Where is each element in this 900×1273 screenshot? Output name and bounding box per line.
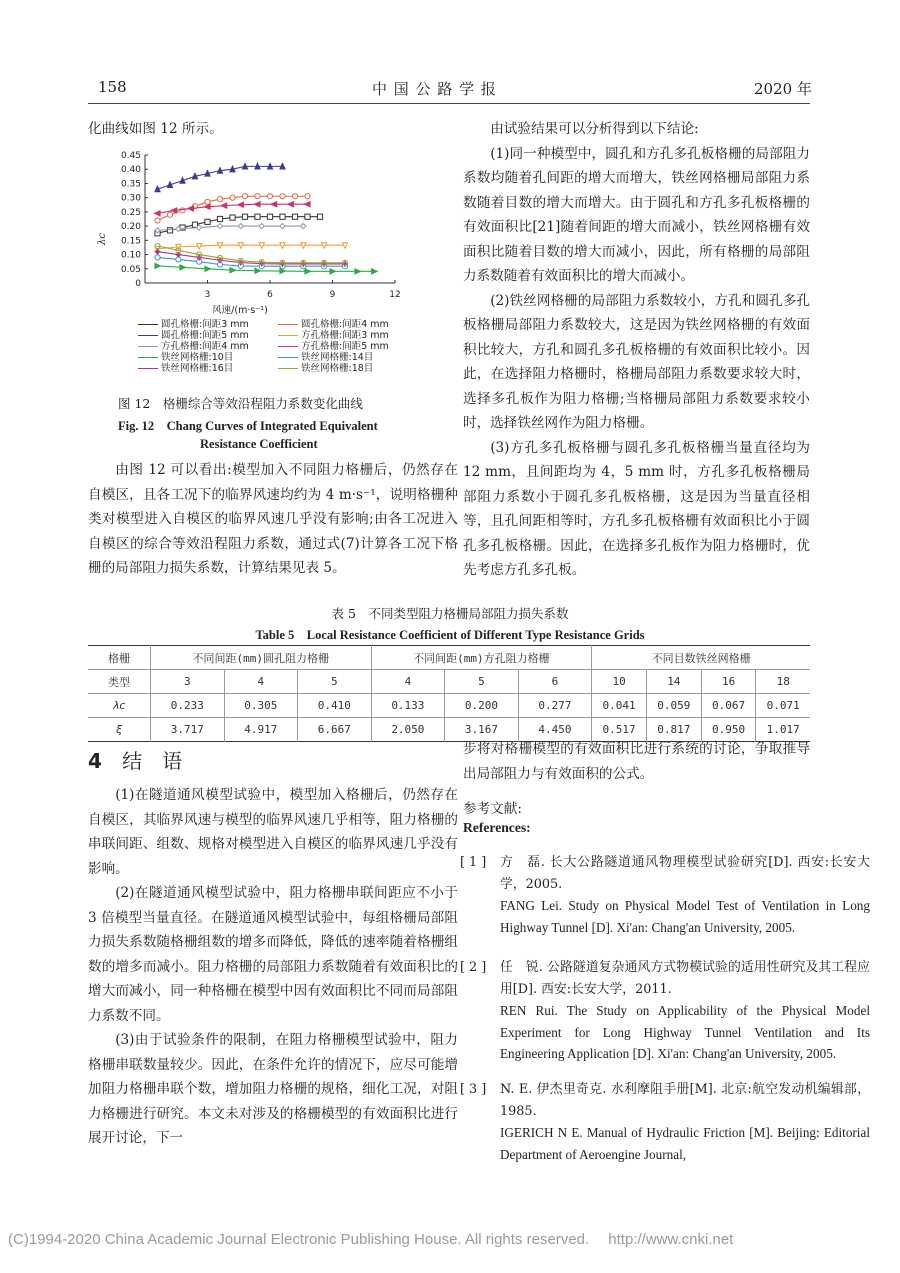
data-point bbox=[155, 218, 160, 223]
data-point bbox=[242, 194, 247, 199]
data-point bbox=[205, 266, 211, 271]
data-point bbox=[304, 202, 310, 207]
legend-swatch bbox=[278, 368, 298, 369]
data-point bbox=[155, 263, 161, 268]
summary-point-3: (3)由于试验条件的限制，在阻力格栅模型试验中，阻力格栅串联数量较少。因此，在条件允许的情况下，应尽可能增加阻力格栅串联个数，增加阻力格栅的规格，细化工况，对阻力格栅进行研究。本文未对涉及的格栅模型的有效面积比进行展开讨论，下一 bbox=[88, 1032, 458, 1146]
table-cell: 4 bbox=[371, 670, 445, 694]
table-title-en: Table 5 Local Resistance Coefficient of Different Type Resistance Grids bbox=[255, 628, 645, 642]
data-point bbox=[230, 195, 235, 200]
legend-swatch bbox=[138, 357, 158, 358]
header-rule bbox=[88, 103, 810, 104]
data-point bbox=[259, 243, 264, 249]
summary-point-2: (2)在隧道通风模型试验中，阻力格栅串联间距应不小于 3 倍模型当量直径。在隧道通风模型试验中，每组格栅局部阻力损失系数随格栅组数的增多而降低，降低的速率随着格栅组数的增多而减小。阻力格栅的局部阻力系数随着有效面积比的增大而减小，同一种格栅在模型中因有效面积比不同而局部阻力系数不同。 bbox=[88, 885, 458, 1024]
y-axis-label: λc bbox=[97, 233, 108, 245]
table-cell: 4.450 bbox=[518, 718, 592, 742]
legend-swatch bbox=[138, 335, 158, 336]
table-5 bbox=[88, 645, 810, 742]
references-title-cn: 参考文献: bbox=[463, 801, 522, 817]
table-title-cn: 表 5 不同类型阻力格栅局部阻力损失系数 bbox=[331, 606, 569, 621]
data-point bbox=[267, 194, 272, 199]
data-point bbox=[372, 269, 378, 274]
data-point bbox=[280, 163, 285, 169]
table-cell: 0.233 bbox=[151, 694, 225, 718]
reference-number: [ 2 ] bbox=[460, 960, 487, 975]
reference-cn: 方 磊. 长大公路隧道通风物理模型试验研究[D]. 西安:长安大学，2005. bbox=[500, 855, 870, 892]
data-point bbox=[217, 196, 222, 201]
data-point bbox=[305, 269, 311, 274]
data-point bbox=[280, 214, 285, 219]
table-cell: 0.277 bbox=[518, 694, 592, 718]
legend-label: 方孔格栅:间距4 mm bbox=[161, 341, 249, 352]
data-point bbox=[230, 166, 235, 172]
y-tick-label: 0.05 bbox=[120, 264, 141, 275]
section-number: 4 bbox=[88, 749, 102, 773]
section-title: 结 语 bbox=[122, 749, 183, 773]
conclusion-point-3: (3)方孔多孔板格栅与圆孔多孔板格栅当量直径均为 12 mm，且间距均为 4，5 mm 时，方孔多孔板格栅局部阻力系数小于圆孔多孔板格栅，这是因为当量直径相等，且孔间距相等时，方孔多孔板格栅有效面积比小于圆孔多孔板格栅。因此，在选择多孔板作为阻力格栅时，优先考虑方孔多孔板。 bbox=[463, 439, 810, 578]
reference-en: IGERICH N E. Manual of Hydraulic Friction [M]. Beijing: Editorial Department of Aeroengine Journal, bbox=[500, 1125, 870, 1162]
data-point bbox=[342, 243, 347, 249]
legend-swatch bbox=[278, 335, 298, 336]
page-number: 158 bbox=[98, 78, 127, 96]
conclusion-intro: 由试验结果可以分析得到以下结论: bbox=[490, 121, 699, 137]
data-point bbox=[188, 206, 194, 211]
y-tick-label: 0.20 bbox=[120, 222, 141, 233]
legend-swatch bbox=[278, 357, 298, 358]
data-point bbox=[171, 208, 177, 213]
data-point bbox=[155, 249, 160, 254]
legend-label: 方孔格栅:间距3 mm bbox=[301, 330, 389, 341]
legend-swatch bbox=[138, 346, 158, 347]
data-point bbox=[230, 215, 235, 220]
table-group-square: 不同间距(mm)方孔阻力格栅 bbox=[371, 646, 592, 670]
data-point bbox=[330, 269, 336, 274]
data-point bbox=[317, 214, 322, 219]
issue-year: 2020 年 bbox=[754, 80, 812, 98]
table-cell: 0.041 bbox=[592, 694, 647, 718]
data-point bbox=[301, 224, 306, 229]
y-tick-label: 0.30 bbox=[120, 193, 141, 204]
legend-label: 方孔格栅:间距5 mm bbox=[301, 341, 389, 352]
data-point bbox=[204, 204, 210, 209]
section-heading bbox=[88, 745, 182, 774]
data-point bbox=[197, 243, 202, 249]
y-tick-label: 0.40 bbox=[120, 165, 141, 176]
table-cell: 3 bbox=[151, 670, 225, 694]
legend-label: 圆孔格栅:间距4 mm bbox=[301, 319, 389, 330]
data-point bbox=[180, 265, 186, 270]
table-cell: 10 bbox=[592, 670, 647, 694]
conclusion-continuation: 步将对格栅模型的有效面积比进行系统的讨论，争取推导出局部阻力与有效面积的公式。 bbox=[463, 741, 810, 782]
data-point bbox=[242, 163, 247, 169]
table-cell: 4 bbox=[224, 670, 298, 694]
legend-label: 圆孔格栅:间距5 mm bbox=[161, 330, 249, 341]
legend-label: 铁丝网格栅:16目 bbox=[161, 363, 234, 374]
table-cell: 3.717 bbox=[151, 718, 225, 742]
table-cell: 6.667 bbox=[298, 718, 372, 742]
table-group-wire: 不同目数铁丝网格栅 bbox=[651, 651, 751, 665]
y-tick-label: 0.25 bbox=[120, 207, 141, 218]
table-cell: 14 bbox=[646, 670, 701, 694]
table-cell: 2.050 bbox=[371, 718, 445, 742]
x-tick-label: 6 bbox=[267, 290, 273, 300]
data-point bbox=[192, 173, 197, 179]
data-point bbox=[280, 243, 285, 249]
legend-swatch bbox=[138, 324, 158, 325]
figure-caption-en-1: Fig. 12 Chang Curves of Integrated Equivalent bbox=[118, 419, 378, 433]
x-tick-label: 9 bbox=[329, 290, 336, 300]
data-point bbox=[205, 199, 210, 204]
table-cell: 4.917 bbox=[224, 718, 298, 742]
data-point bbox=[292, 194, 297, 199]
reference-number: [ 3 ] bbox=[460, 1082, 487, 1097]
data-point bbox=[167, 212, 172, 217]
legend-swatch bbox=[278, 346, 298, 347]
data-point bbox=[255, 268, 261, 273]
legend-swatch bbox=[278, 324, 298, 325]
right-column-conclusions bbox=[463, 117, 810, 583]
y-tick-label: 0 bbox=[135, 279, 141, 289]
reference-item-3 bbox=[460, 1079, 872, 1169]
table-header-type: 类型 bbox=[88, 670, 151, 694]
y-tick-label: 0.45 bbox=[120, 151, 141, 161]
data-point bbox=[205, 219, 210, 224]
data-point bbox=[267, 163, 272, 169]
data-point bbox=[167, 228, 172, 233]
data-point bbox=[254, 202, 260, 207]
conclusion-body bbox=[88, 783, 458, 1151]
conclusion-point-1: (1)同一种模型中，圆孔和方孔多孔板格栅的局部阻力系数均随着孔间距的增大而增大，铁丝网格栅局部阻力系数随着目数的增大而增大。由于圆孔和方孔多孔板格栅的有效面积比[21]随着间距的增大而减小，铁丝网格栅有效面积比随着目数的增大而减小，因此，所有格栅的局部阻力系数随着有效面积比的增大而减小。 bbox=[463, 145, 810, 284]
data-point bbox=[267, 214, 272, 219]
reference-en: FANG Lei. Study on Physical Model Test of Ventilation in Long Highway Tunnel [D]. Xi'an: Chang'an University, 2005. bbox=[500, 898, 870, 935]
data-point bbox=[305, 214, 310, 219]
table-cell: 0.817 bbox=[646, 718, 701, 742]
data-point bbox=[217, 243, 222, 249]
table-header-grid: 格栅 bbox=[88, 646, 151, 670]
reference-item-2 bbox=[460, 957, 872, 1087]
table-cell: 0.517 bbox=[592, 718, 647, 742]
series-line bbox=[158, 245, 346, 249]
table-cell: 16 bbox=[701, 670, 756, 694]
data-point bbox=[288, 202, 294, 207]
x-tick-label: 3 bbox=[204, 290, 211, 300]
legend-label: 铁丝网格栅:14目 bbox=[301, 352, 374, 363]
figure-caption-cn: 图 12 格栅综合等效沿程阻力系数变化曲线 bbox=[118, 396, 363, 411]
table-cell: 5 bbox=[298, 670, 372, 694]
legend-swatch bbox=[138, 368, 158, 369]
y-tick-label: 0.15 bbox=[120, 236, 141, 247]
data-point bbox=[217, 168, 222, 174]
reference-cn: N. E. 伊杰里奇克. 水利摩阻手册[M]. 北京:航空发动机编辑部，1985. bbox=[500, 1082, 870, 1119]
table-cell: 0.200 bbox=[445, 694, 519, 718]
legend-label: 圆孔格栅:间距3 mm bbox=[161, 319, 249, 330]
data-point bbox=[180, 178, 185, 184]
table-cell: 0.305 bbox=[224, 694, 298, 718]
data-point bbox=[238, 243, 243, 249]
data-point bbox=[180, 208, 185, 213]
reference-item-1 bbox=[460, 852, 872, 960]
data-point bbox=[155, 186, 160, 192]
journal-title: 中 国 公 路 学 报 bbox=[372, 80, 497, 98]
data-point bbox=[221, 203, 227, 208]
summary-point-1: (1)在隧道通风模型试验中，模型加入格栅后，仍然存在自模区，其临界风速与模型的临界风速几乎相等，阻力格栅的串联间距、组数、规格对模型进入自模区的临界风速几乎没有影响。 bbox=[88, 787, 458, 877]
data-point bbox=[322, 243, 327, 249]
data-point bbox=[217, 224, 222, 229]
references-title-en: References: bbox=[463, 820, 531, 835]
y-tick-label: 0.10 bbox=[120, 250, 141, 261]
figure-caption-en-2: Resistance Coefficient bbox=[200, 437, 318, 451]
data-point bbox=[280, 194, 285, 199]
table-row-label: ξ bbox=[88, 718, 151, 742]
conclusion-point-2: (2)铁丝网格栅的局部阻力系数较小，方孔和圆孔多孔板格栅局部阻力系数较大，这是因为铁丝网格栅的有效面积比较大，方孔和圆孔多孔板格栅的有效面积比较小。因此，在选择阻力格栅时，格栅局部阻力系数要求较大时，选择多孔板作为阻力格栅;当格栅局部阻力系数要求较小时，选择铁丝网作为阻力格栅。 bbox=[463, 292, 810, 431]
data-point bbox=[301, 243, 306, 249]
data-point bbox=[230, 268, 236, 273]
table-cell: 6 bbox=[518, 670, 592, 694]
table-row bbox=[88, 670, 810, 694]
table-cell: 0.067 bbox=[701, 694, 756, 718]
copyright-footer: (C)1994-2020 China Academic Journal Electronic Publishing House. All rights reserved. http://www.cnki.net bbox=[8, 1231, 734, 1248]
legend-label: 铁丝网格栅:18目 bbox=[301, 363, 374, 374]
table-cell: 0.133 bbox=[371, 694, 445, 718]
table-cell: 18 bbox=[776, 675, 790, 688]
data-point bbox=[305, 194, 310, 199]
series-line bbox=[158, 252, 346, 264]
data-point bbox=[192, 222, 197, 227]
data-point bbox=[255, 194, 260, 199]
figure-discussion-paragraph: 由图 12 可以看出:模型加入不同阻力格栅后，仍然存在自模区，且各工况下的临界风速均约为 4 m·s⁻¹，说明格栅种类对模型进入自模区的临界风速几乎没有影响;由各工况进入自模区的综合等效沿程阻力系数，通过式(7)计算各工况下格栅的局部阻力损失系数，计算结果见表 5。 bbox=[88, 462, 458, 576]
data-point bbox=[155, 255, 160, 260]
table-cell: 3.167 bbox=[445, 718, 519, 742]
data-point bbox=[238, 224, 243, 229]
data-point bbox=[271, 202, 277, 207]
legend-item bbox=[138, 360, 233, 374]
reference-cn: 任 锐. 公路隧道复杂通风方式物模试验的适用性研究及其工程应用[D]. 西安:长安大学，2011. bbox=[500, 960, 870, 997]
data-point bbox=[167, 182, 172, 188]
data-point bbox=[205, 170, 210, 176]
legend-label: 铁丝网格栅:10目 bbox=[161, 352, 234, 363]
table-cell: 5 bbox=[445, 670, 519, 694]
table-cell: 0.059 bbox=[646, 694, 701, 718]
table-cell: 0.950 bbox=[701, 718, 756, 742]
data-point bbox=[255, 163, 260, 169]
legend-item bbox=[278, 360, 373, 374]
data-point bbox=[154, 211, 160, 216]
table-cell: 0.071 bbox=[766, 699, 800, 712]
table-row bbox=[88, 694, 810, 718]
table-row-label: λc bbox=[88, 694, 151, 718]
x-axis-label: 风速/(m·s⁻¹) bbox=[212, 305, 268, 316]
data-point bbox=[242, 214, 247, 219]
table-cell: 1.017 bbox=[766, 723, 800, 736]
table-group-round: 不同间距(mm)圆孔阻力格栅 bbox=[151, 646, 372, 670]
data-point bbox=[355, 269, 361, 274]
reference-number: [ 1 ] bbox=[460, 855, 487, 870]
y-tick-label: 0.35 bbox=[120, 179, 141, 190]
data-point bbox=[255, 214, 260, 219]
reference-en: REN Rui. The Study on Applicability of the Physical Model Experiment for Long Highway Tunnel Ventilation and Its Engineering Application [D]. Xi'an: Chang'an University, 2005. bbox=[500, 1003, 870, 1061]
data-point bbox=[280, 224, 285, 229]
table-cell: 0.410 bbox=[298, 694, 372, 718]
data-point bbox=[238, 202, 244, 207]
x-tick-label: 12 bbox=[389, 290, 401, 300]
data-point bbox=[292, 214, 297, 219]
left-lead-line: 化曲线如图 12 所示。 bbox=[88, 121, 223, 137]
data-point bbox=[259, 224, 264, 229]
data-point bbox=[217, 216, 222, 221]
